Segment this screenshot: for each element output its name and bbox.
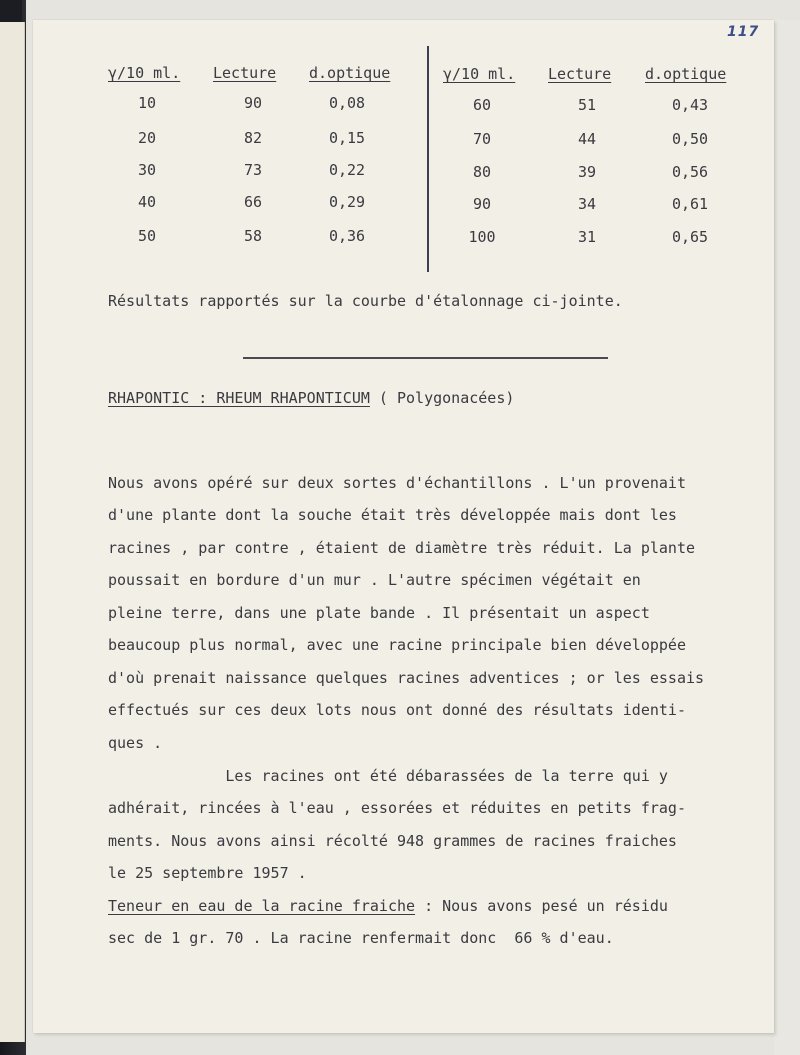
table-cell: 44	[577, 130, 597, 148]
section-separator	[243, 357, 608, 360]
table-cell: 0,43	[671, 96, 709, 114]
table-cell: 70	[472, 130, 492, 148]
text-line: Nous avons opéré sur deux sortes d'échantillons . L'un provenait	[108, 473, 686, 492]
table-cell: 0,29	[328, 193, 366, 211]
text-line: sec de 1 gr. 70 . La racine renfermait donc 66 % d'eau.	[108, 929, 614, 947]
text-line: d'une plante dont la souche était très développée mais dont les	[108, 506, 677, 524]
table-cell: 31	[577, 228, 597, 246]
table-cell: 90	[243, 94, 263, 112]
table-cell: 80	[472, 163, 492, 181]
text-line: effectués sur ces deux lots nous ont donné des résultats identi-	[108, 701, 686, 719]
table-cell: 50	[137, 227, 157, 245]
table-cell: 20	[137, 129, 157, 147]
text-line: le 25 septembre 1957 .	[108, 864, 307, 882]
table-left-header-lecture: Lecture	[213, 64, 277, 82]
table-cell: 73	[243, 161, 263, 179]
table-cell: 0,08	[328, 94, 366, 112]
water-content-text: : Nous avons pesé un résidu	[415, 896, 668, 915]
table-left-header-optical-density: d.optique	[309, 64, 391, 82]
table-divider	[427, 46, 429, 272]
text-line: ments. Nous avons ainsi récolté 948 grammes de racines fraiches	[108, 831, 677, 850]
previous-page-edge	[0, 22, 25, 1042]
table-cell: 51	[577, 96, 597, 114]
table-cell: 66	[243, 193, 263, 211]
section-title-family: ( Polygonacées)	[369, 389, 515, 407]
text-line: beaucoup plus normal, avec une racine principale bien développée	[108, 636, 686, 654]
binding-top	[0, 0, 22, 24]
table-cell: 0,22	[328, 161, 366, 179]
table-cell: 0,50	[671, 130, 709, 148]
table-cell: 0,61	[671, 195, 709, 213]
table-cell: 0,65	[671, 228, 709, 246]
table-cell: 58	[243, 227, 263, 245]
table-cell: 60	[472, 96, 492, 114]
table-cell: 82	[243, 129, 263, 147]
table-cell: 0,36	[328, 227, 366, 245]
table-cell: 90	[472, 195, 492, 213]
text-line: Les racines ont été débarassées de la terre qui y	[108, 766, 668, 785]
table-cell: 40	[137, 193, 157, 211]
text-line: adhérait, rincées à l'eau , essorées et réduites en petits frag-	[108, 799, 686, 817]
table-cell: 30	[137, 161, 157, 179]
section-title-underlined: RHAPONTIC : RHEUM RHAPONTICUM	[108, 389, 370, 407]
table-right-header-lecture: Lecture	[548, 65, 612, 83]
text-line: d'où prenait naissance quelques racines adventices ; or les essais	[108, 668, 705, 687]
text-line	[108, 890, 668, 923]
table-cell: 34	[577, 195, 597, 213]
section-heading	[108, 391, 514, 406]
water-content-heading: Teneur en eau de la racine fraiche	[108, 896, 416, 915]
table-cell: 0,56	[671, 163, 709, 181]
text-line: ques .	[108, 733, 163, 752]
table-cell: 10	[137, 94, 157, 112]
table-cell: 100	[468, 228, 496, 246]
text-line: racines , par contre , étaient de diamètre très réduit. La plante	[108, 538, 695, 557]
calibration-note: Résultats rapportés sur la courbe d'étalonnage ci-jointe.	[108, 292, 623, 310]
paragraph-water-content	[108, 857, 668, 987]
table-right-header-optical-density: d.optique	[645, 65, 727, 83]
table-cell: 0,15	[328, 129, 366, 147]
page-number: 117	[727, 24, 760, 40]
table-right-header-concentration: γ/10 ml.	[443, 65, 516, 83]
scan-background	[774, 20, 800, 1055]
text-line: poussait en bordure d'un mur . L'autre spécimen végétait en	[108, 571, 641, 589]
table-left-header-concentration: γ/10 ml.	[108, 64, 181, 82]
text-line: pleine terre, dans une plate bande . Il présentait un aspect	[108, 603, 650, 622]
table-cell: 39	[577, 163, 597, 181]
